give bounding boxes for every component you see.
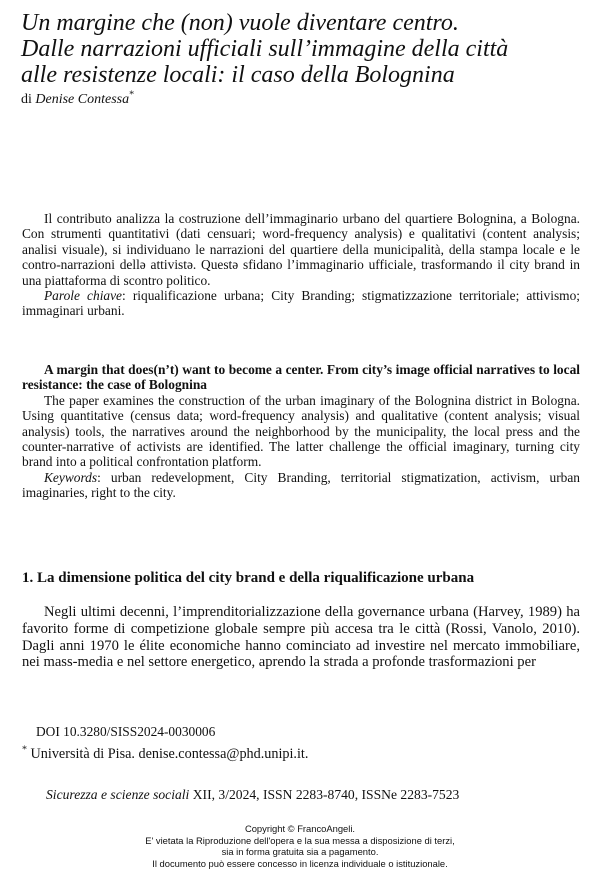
keywords-en-label: Keywords bbox=[44, 469, 98, 485]
affiliation-text: Università di Pisa. denise.contessa@phd.unipi.it. bbox=[27, 746, 309, 762]
doi: DOI 10.3280/SISS2024-0030006 bbox=[36, 724, 216, 739]
author-footnote-mark: * bbox=[129, 89, 135, 101]
abstract-english bbox=[22, 362, 580, 501]
section-body bbox=[22, 604, 580, 671]
article-title bbox=[21, 10, 581, 88]
author-name: Denise Contessa bbox=[35, 92, 130, 107]
copyright-line: Il documento può essere concesso in licenza individuale o istituzionale. bbox=[152, 857, 448, 869]
keywords-it-list: : riqualificazione urbana; City Branding; stigmatizzazione territoriale; attivismo; immaginari urbani. bbox=[22, 288, 580, 319]
abstract-italian bbox=[22, 211, 580, 319]
title-line: Dalle narrazioni ufficiali sull’immagine della città bbox=[21, 36, 509, 62]
section-heading: 1. La dimensione politica del city brand e della riqualificazione urbana bbox=[22, 570, 475, 586]
abstract-en-text: The paper examines the construction of the urban imaginary of the Bolognina district in Bologna. Using quantitative (census data; word-frequency analysis) and qualitative (content analysis; visual analysis) tools, the narratives around the neighborhood by the municipality, the local press and the counter-narrative of activists are identified. The latter challenge the official imaginary, turning city brand into a political confrontation platform. bbox=[22, 392, 580, 470]
author-byline bbox=[21, 89, 135, 108]
keywords-it-label: Parole chiave bbox=[44, 288, 122, 304]
journal-details: XII, 3/2024, ISSN 2283-8740, ISSNe 2283-7523 bbox=[189, 787, 460, 802]
author-affiliation bbox=[22, 746, 308, 762]
english-title: A margin that does(n’t) want to become a center. From city’s image official narratives to local resistance: the case of Bolognina bbox=[22, 362, 580, 393]
copyright-line: E' vietata la Riproduzione dell'opera e la sua messa a disposizione di terzi, bbox=[145, 834, 455, 846]
copyright-line: Copyright © FrancoAngeli. bbox=[244, 823, 356, 834]
keywords-en-list: : urban redevelopment, City Branding, territorial stigmatization, activism, urban imaginaries, right to the city. bbox=[22, 469, 580, 501]
abstract-it-text: Il contributo analizza la costruzione dell’immaginario urbano del quartiere Bolognina, a Bologna. Con strumenti quantitativi (dati censuari; word-frequency analysis) e qualitativi (content analysis; analisi visuale), si individuano le narrazioni del quartiere della municipalità, della stampa locale e le contro-narrazioni dellə attivistə. Questə sfidano l’immaginario ufficiale, trasformando il city brand in una piattaforma di scontro politico. bbox=[22, 211, 580, 288]
copyright-notice bbox=[0, 823, 600, 869]
title-line: Un margine che (non) vuole diventare centro. bbox=[21, 10, 459, 36]
copyright-line: sia in forma gratuita sia a pagamento. bbox=[221, 846, 379, 857]
keywords-en bbox=[22, 470, 580, 501]
body-paragraph: Negli ultimi decenni, l’imprenditorializzazione della governance urbana (Harvey, 1989) ha favorito forme di competizione globale sempre più accesa tra le città (Rossi, Vanolo, 2010). Dagli anni 1970 le élite economiche hanno cominciato ad investire nel mercato immobiliare, nei mass-media e nel settore energetico, aprendo la strada a profonde trasformazioni per bbox=[22, 604, 580, 671]
author-prefix: di bbox=[21, 92, 32, 107]
title-line: alle resistenze locali: il caso della Bolognina bbox=[21, 62, 455, 88]
journal-name: Sicurezza e scienze sociali bbox=[46, 787, 190, 802]
journal-citation bbox=[46, 787, 459, 803]
keywords-it bbox=[22, 288, 580, 319]
affiliation-mark: * bbox=[22, 744, 27, 756]
